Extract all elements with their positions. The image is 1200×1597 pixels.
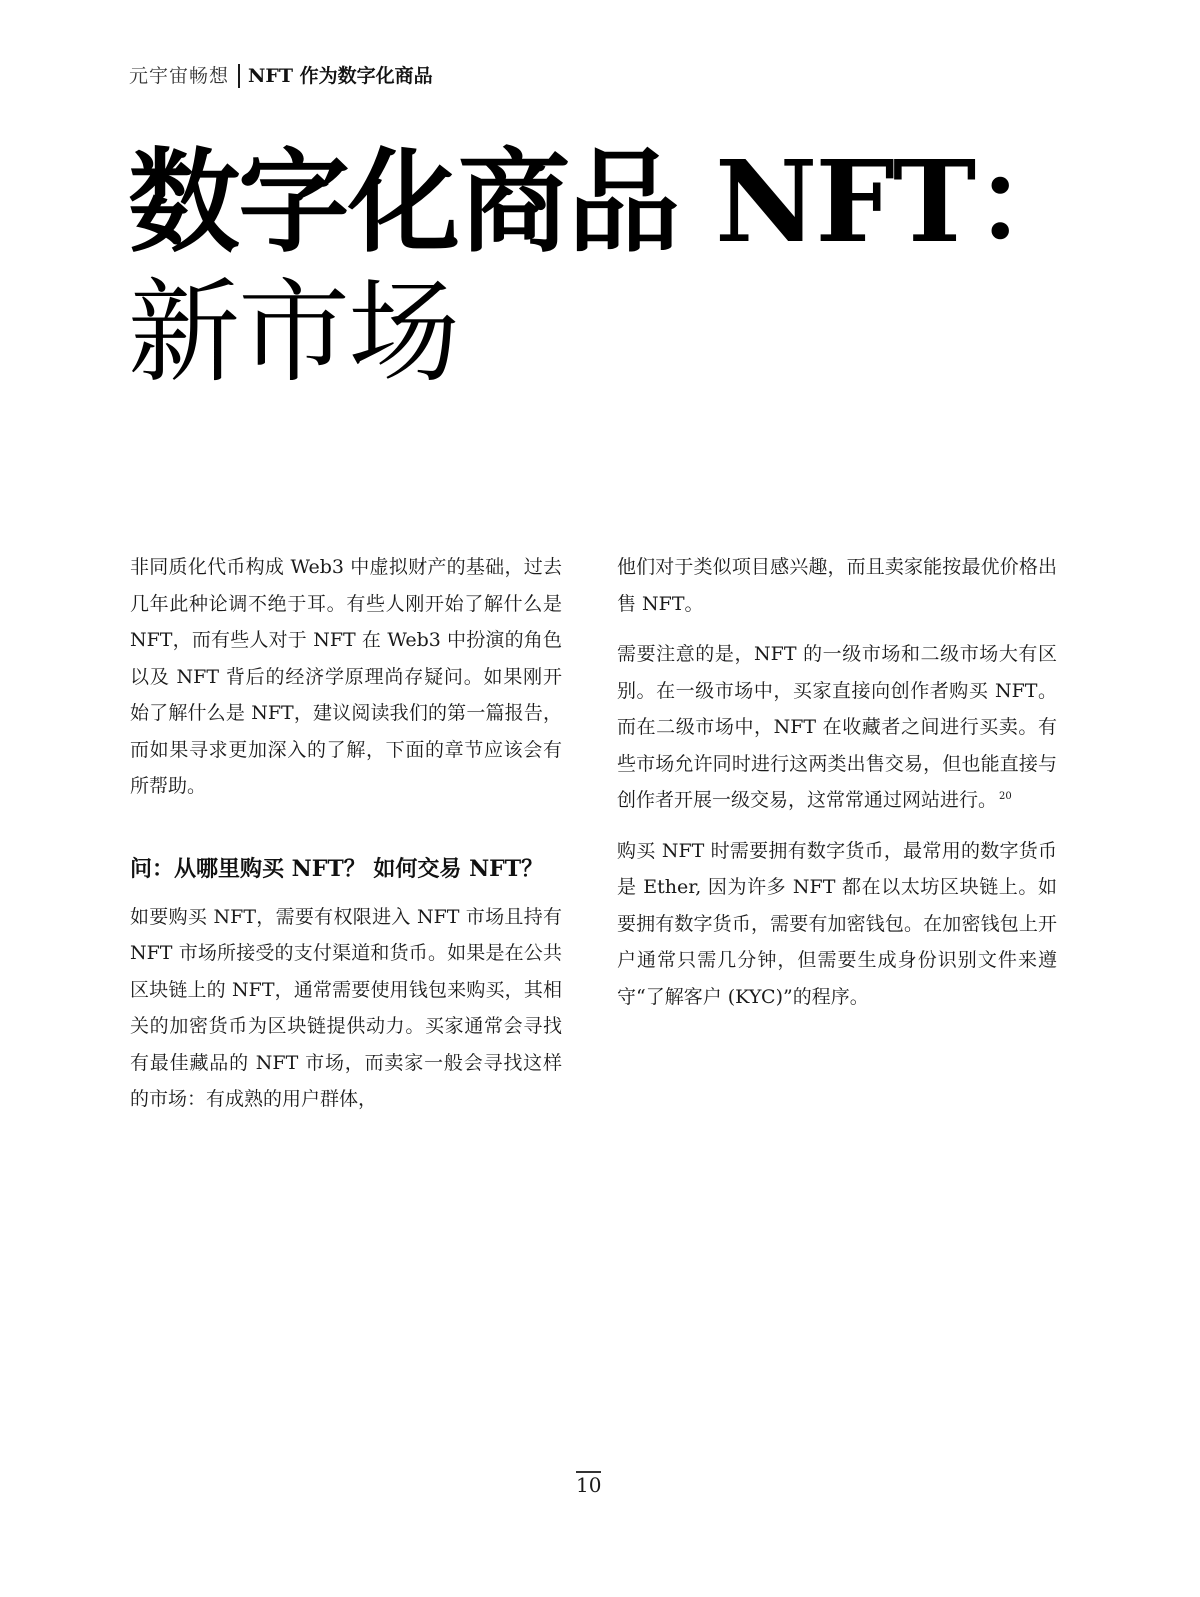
page-title xyxy=(128,138,1084,398)
chapter-title: NFT 作为数字化商品 xyxy=(248,65,433,87)
footnote-reference[interactable]: 20 xyxy=(999,790,1012,802)
market-paragraph-text: 需要注意的是，NFT 的一级市场和二级市场大有区别。在一级市场中，买家直接向创作者购买 NFT。而在二级市场中，NFT 在收藏者之间进行买卖。有些市场允许同时进行这两类出售交易，但也能直接与创作者开展一级交易，这常常通过网站进行。 xyxy=(617,643,1057,811)
page-title-line-1: 数字化商品 NFT： xyxy=(128,137,1085,268)
continuation-paragraph: 他们对于类似项目感兴趣，而且卖家能按最优价格出售 NFT。 xyxy=(617,556,1057,615)
page-number: 10 xyxy=(576,1473,602,1497)
left-column xyxy=(130,549,562,1118)
section-body-paragraph: 如要购买 NFT，需要有权限进入 NFT 市场且持有 NFT 市场所接受的支付渠道和货币。如果是在公共区块链上的 NFT，通常需要使用钱包来购买，其相关的加密货币为区块链提供动力。买家通常会寻找有最佳藏品的 NFT 市场，而卖家一般会寻找这样的市场：有成熟的用户群体， xyxy=(130,905,562,1110)
header-divider xyxy=(238,64,240,88)
currency-paragraph: 购买 NFT 时需要拥有数字货币，最常用的数字货币是 Ether, 因为许多 NFT 都在以太坊区块链上。如要拥有数字货币，需要有加密钱包。在加密钱包上开户通常只需几分钟，但需要生成身份识别文件来遵守“了解客户 (KYC)”的程序。 xyxy=(617,839,1057,1008)
running-header xyxy=(129,62,433,90)
page-title-line-2: 新市场 xyxy=(128,268,458,398)
series-title: 元宇宙畅想 xyxy=(129,65,230,87)
section-heading: 问：从哪里购买 NFT？ 如何交易 NFT？ xyxy=(130,855,544,882)
intro-paragraph: 非同质化代币构成 Web3 中虚拟财产的基础，过去几年此种论调不绝于耳。有些人刚开始了解什么是 NFT，而有些人对于 NFT 在 Web3 中扮演的角色以及 NFT 背后的经济学原理尚存疑问。如果刚开始了解什么是 NFT，建议阅读我们的第一篇报告，而如果寻求更加深入的了解，下面的章节应该会有所帮助。 xyxy=(130,556,562,797)
right-column xyxy=(617,549,1057,1015)
market-paragraph xyxy=(617,636,1057,819)
